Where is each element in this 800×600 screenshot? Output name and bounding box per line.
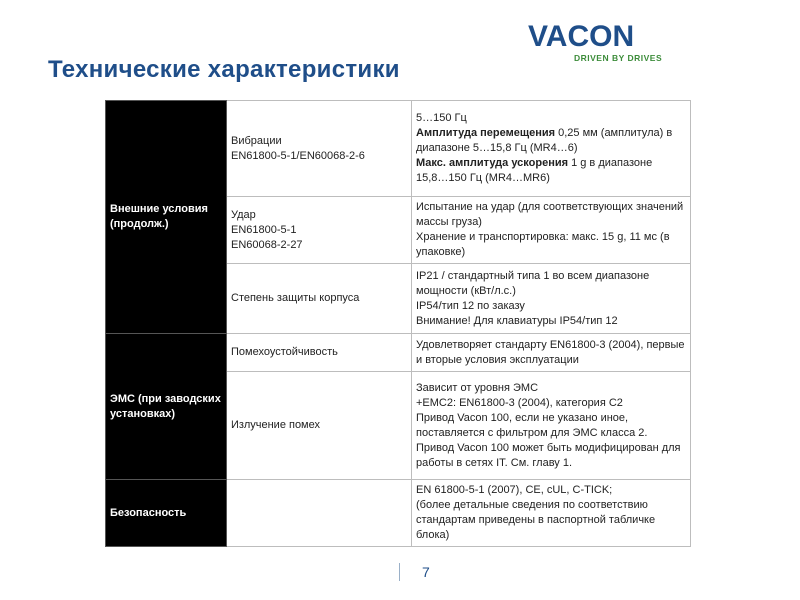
value-line	[416, 381, 686, 396]
value-text: 1 g в диапазоне 15,8…150 Гц (MR4…MR6)	[416, 157, 653, 184]
parameter-line: Помехоустойчивость	[231, 346, 338, 358]
value-line	[416, 156, 686, 186]
parameter-line: EN61800-5-1/EN60068-2-6	[231, 149, 365, 162]
value-line	[416, 269, 686, 299]
value-text: Хранение и транспортировка: макс. 15 g, 11 мс (в упаковке)	[416, 231, 670, 258]
table-row	[106, 101, 691, 197]
value-line	[416, 299, 686, 314]
value-text: 5…150 Гц	[416, 112, 467, 124]
value-cell	[412, 197, 691, 264]
logo-wordmark: VACON	[528, 20, 635, 53]
parameter-line: Излучение помех	[231, 419, 320, 431]
value-line	[416, 498, 686, 543]
value-line	[416, 314, 686, 329]
value-line	[416, 200, 686, 230]
value-cell	[412, 334, 691, 372]
value-cell	[412, 480, 691, 547]
parameter-cell	[227, 480, 412, 547]
value-text: Удовлетворяет стандарту EN61800-3 (2004), первые и вторые условия эксплуатации	[416, 338, 685, 366]
value-line	[416, 411, 686, 441]
parameter-line: EN60068-2-27	[231, 238, 303, 251]
spec-table	[105, 100, 691, 547]
parameter-cell	[227, 334, 412, 372]
value-cell	[412, 372, 691, 480]
parameter-cell	[227, 197, 412, 264]
category-cell: Внешние условия (продолж.)	[106, 101, 227, 334]
category-cell: ЭМС (при заводских установках)	[106, 334, 227, 480]
logo-tagline: DRIVEN BY DRIVES	[574, 53, 663, 63]
value-text: Привод Vacon 100, если не указано иное, поставляется с фильтром для ЭМС класса 2.	[416, 411, 648, 439]
page-title: Технические характеристики	[48, 56, 400, 83]
value-line	[416, 126, 686, 156]
value-text: Внимание! Для клавиатуры IP54/тип 12	[416, 314, 618, 327]
vacon-logo	[528, 22, 688, 68]
footer-divider	[399, 563, 400, 581]
value-line	[416, 483, 686, 498]
value-line	[416, 396, 686, 411]
value-line	[416, 111, 686, 126]
value-line	[416, 441, 686, 471]
parameter-line: Степень защиты корпуса	[231, 292, 360, 304]
value-text: Зависит от уровня ЭМС	[416, 381, 539, 394]
value-bold-label: Амплитуда перемещения	[416, 127, 556, 139]
parameter-line: Вибрации	[231, 134, 282, 147]
value-line	[416, 338, 686, 368]
value-text: Испытание на удар (для соответствующих значений массы груза)	[416, 201, 684, 228]
parameter-line: Удар	[231, 208, 256, 221]
value-text: +EMC2: EN61800-3 (2004), категория C2	[416, 396, 623, 409]
category-cell: Безопасность	[106, 480, 227, 547]
parameter-cell	[227, 372, 412, 480]
value-text: (более детальные сведения по соответствию стандартам приведены в паспортной табличке блока)	[416, 499, 656, 541]
value-text: IP54/тип 12 по заказу	[416, 299, 525, 312]
value-text: EN 61800-5-1 (2007), CE, cUL, C-TICK;	[416, 484, 613, 496]
value-bold-label: Макс. амплитуда ускорения	[416, 157, 569, 169]
value-cell	[412, 101, 691, 197]
table-row	[106, 334, 691, 372]
value-text: 0,25 мм (амплитула) в диапазоне 5…15,8 Гц (MR4…6)	[416, 127, 673, 154]
value-line	[416, 230, 686, 260]
value-cell	[412, 264, 691, 334]
value-text: IP21 / стандартный типа 1 во всем диапазоне мощности (кВт/л.с.)	[416, 269, 650, 297]
parameter-line: EN61800-5-1	[231, 223, 297, 236]
value-text: Привод Vacon 100 может быть модифицирован для работы в сетях IT. См. главу 1.	[416, 441, 681, 469]
parameter-cell	[227, 101, 412, 197]
table-row	[106, 480, 691, 547]
parameter-cell	[227, 264, 412, 334]
page-number: 7	[422, 564, 430, 580]
